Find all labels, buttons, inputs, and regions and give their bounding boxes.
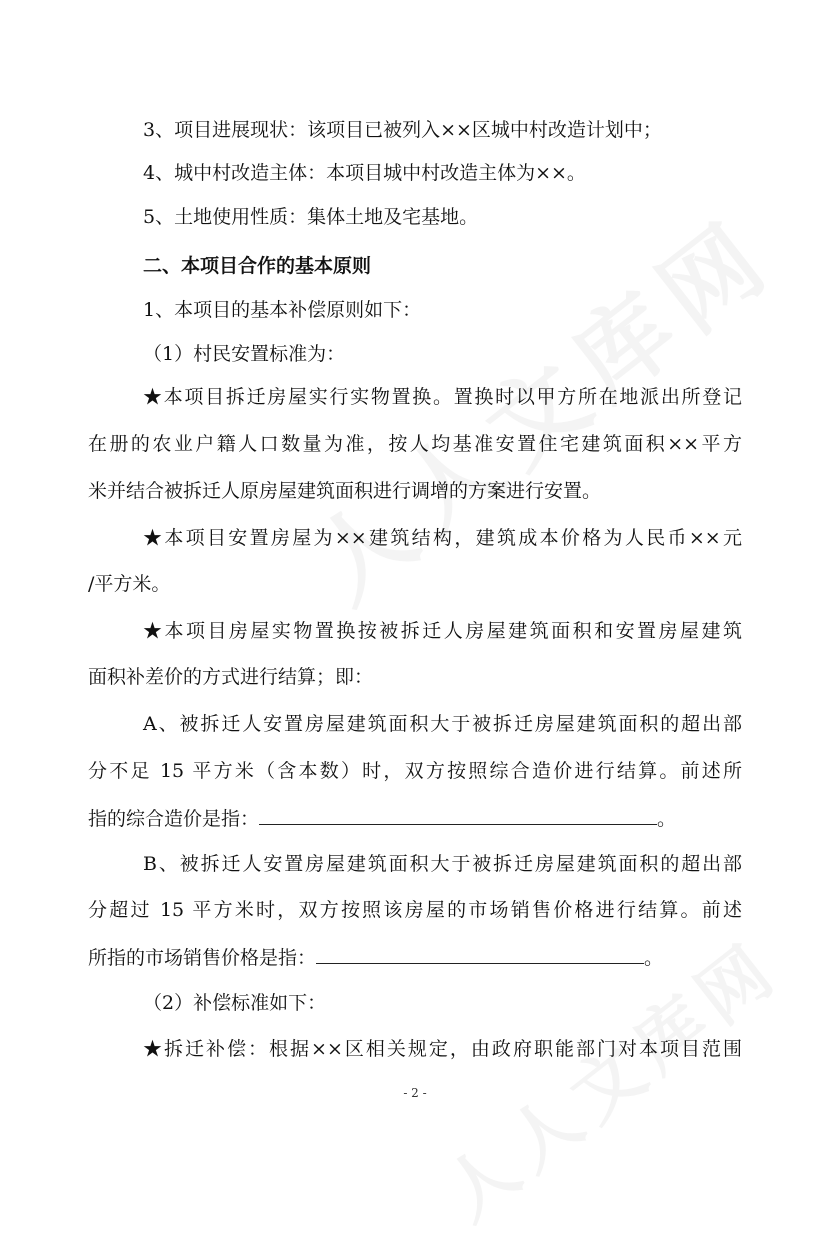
paragraph-line: 5、土地使用性质：集体土地及宅基地。 xyxy=(143,206,479,228)
fill-in-blank[interactable] xyxy=(316,944,644,964)
paragraph-line: B、被拆迁人安置房屋建筑面积大于被拆迁房屋建筑面积的超出部 xyxy=(143,853,742,875)
paragraph-line: 面积补差价的方式进行结算；即： xyxy=(88,666,374,688)
paragraph-line: 米并结合被拆迁人原房屋建筑面积进行调增的方案进行安置。 xyxy=(88,480,602,502)
fill-in-blank[interactable] xyxy=(259,805,657,825)
paragraph-line xyxy=(88,805,676,831)
paragraph-line: 1、本项目的基本补偿原则如下： xyxy=(143,299,422,321)
fill-end: 。 xyxy=(644,947,664,969)
page-number: - 2 - xyxy=(403,1086,427,1100)
paragraph-line: 3、项目进展现状：该项目已被列入××区城中村改造计划中； xyxy=(143,119,662,141)
paragraph-line: 分超过 15 平方米时，双方按照该房屋的市场销售价格进行结算。前述 xyxy=(88,899,742,921)
paragraph-line: A、被拆迁人安置房屋建筑面积大于被拆迁房屋建筑面积的超出部 xyxy=(143,713,742,735)
paragraph-line: （1）村民安置标准为： xyxy=(143,343,346,365)
paragraph-line: 在册的农业户籍人口数量为准，按人均基准安置住宅建筑面积××平方 xyxy=(88,433,742,455)
section-heading: 二、本项目合作的基本原则 xyxy=(143,255,372,277)
fill-label: 所指的市场销售价格是指： xyxy=(88,947,317,969)
paragraph-line: ★拆迁补偿：根据××区相关规定，由政府职能部门对本项目范围 xyxy=(143,1038,742,1060)
paragraph-line: ★本项目安置房屋为××建筑结构，建筑成本价格为人民币××元 xyxy=(143,527,742,549)
fill-end: 。 xyxy=(657,808,677,830)
paragraph-line: 4、城中村改造主体：本项目城中村改造主体为××。 xyxy=(143,162,586,184)
paragraph-line: （2）补偿标准如下： xyxy=(143,992,327,1014)
paragraph-line: ★本项目房屋实物置换按被拆迁人房屋建筑面积和安置房屋建筑 xyxy=(143,620,742,642)
paragraph-line: ★本项目拆迁房屋实行实物置换。置换时以甲方所在地派出所登记 xyxy=(143,386,742,408)
fill-label: 指的综合造价是指： xyxy=(88,808,260,830)
paragraph-line: /平方米。 xyxy=(88,573,171,595)
paragraph-line xyxy=(88,944,663,970)
paragraph-line: 分不足 15 平方米（含本数）时，双方按照综合造价进行结算。前述所 xyxy=(88,760,742,782)
